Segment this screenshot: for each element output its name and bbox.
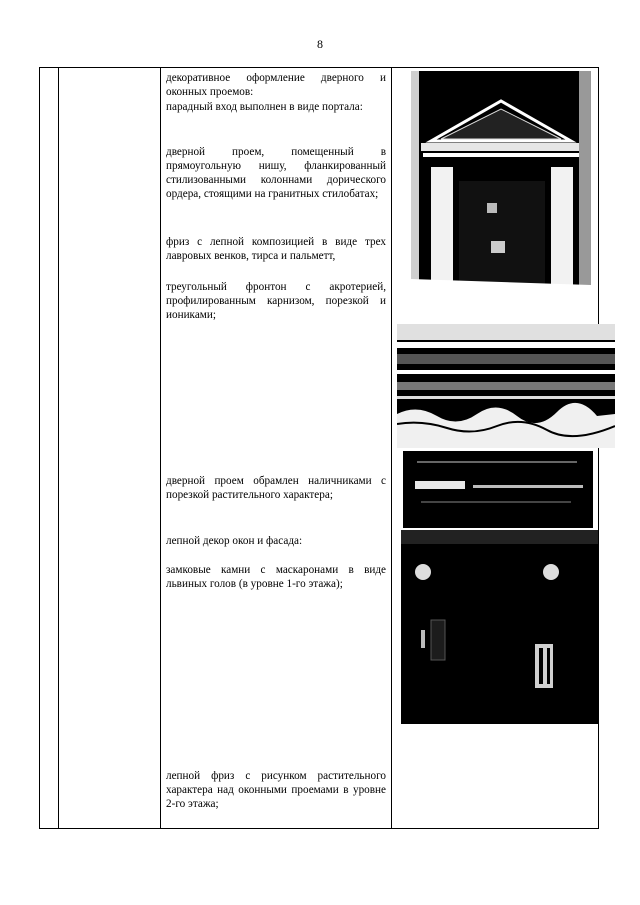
paragraph-door-frames: дверной проем обрамлен наличниками с порезкой растительного характера; [166,475,386,501]
photo-window-facade [401,530,598,724]
paragraph-portal: парадный вход выполнен в виде портала: [166,101,363,113]
column-divider-1 [58,67,59,829]
paragraph-keystones: замковые камни с маскаронами в виде львиных голов (в уровне 1-го этажа); [166,564,386,590]
paragraph-upper-frieze: лепной фриз с рисунком растительного характера над оконными проемами в уровне 2-го этажа; [166,770,386,810]
photo-door-frame [403,451,593,528]
paragraph-frieze: фриз с лепной композицией в виде трех лавровых венков, тирса и пальметт, [166,236,386,262]
paragraph-window-decor: лепной декор окон и фасада: [166,535,303,547]
paragraph-decor-intro: декоративное оформление дверного и оконных проемов: [166,72,386,98]
photo-frieze [397,324,615,448]
column-divider-2 [160,67,161,829]
photo-portal [411,71,591,297]
column-divider-3 [391,67,392,829]
paragraph-pediment: треугольный фронтон с акротерией, профилированным карнизом, порезкой и иониками; [166,281,386,321]
page-number: 8 [317,37,323,51]
paragraph-door-niche: дверной проем, помещенный в прямоугольную нишу, фланкированный стилизованными колоннами дорического ордера, стоящими на гранитных стилобатах; [166,146,386,200]
